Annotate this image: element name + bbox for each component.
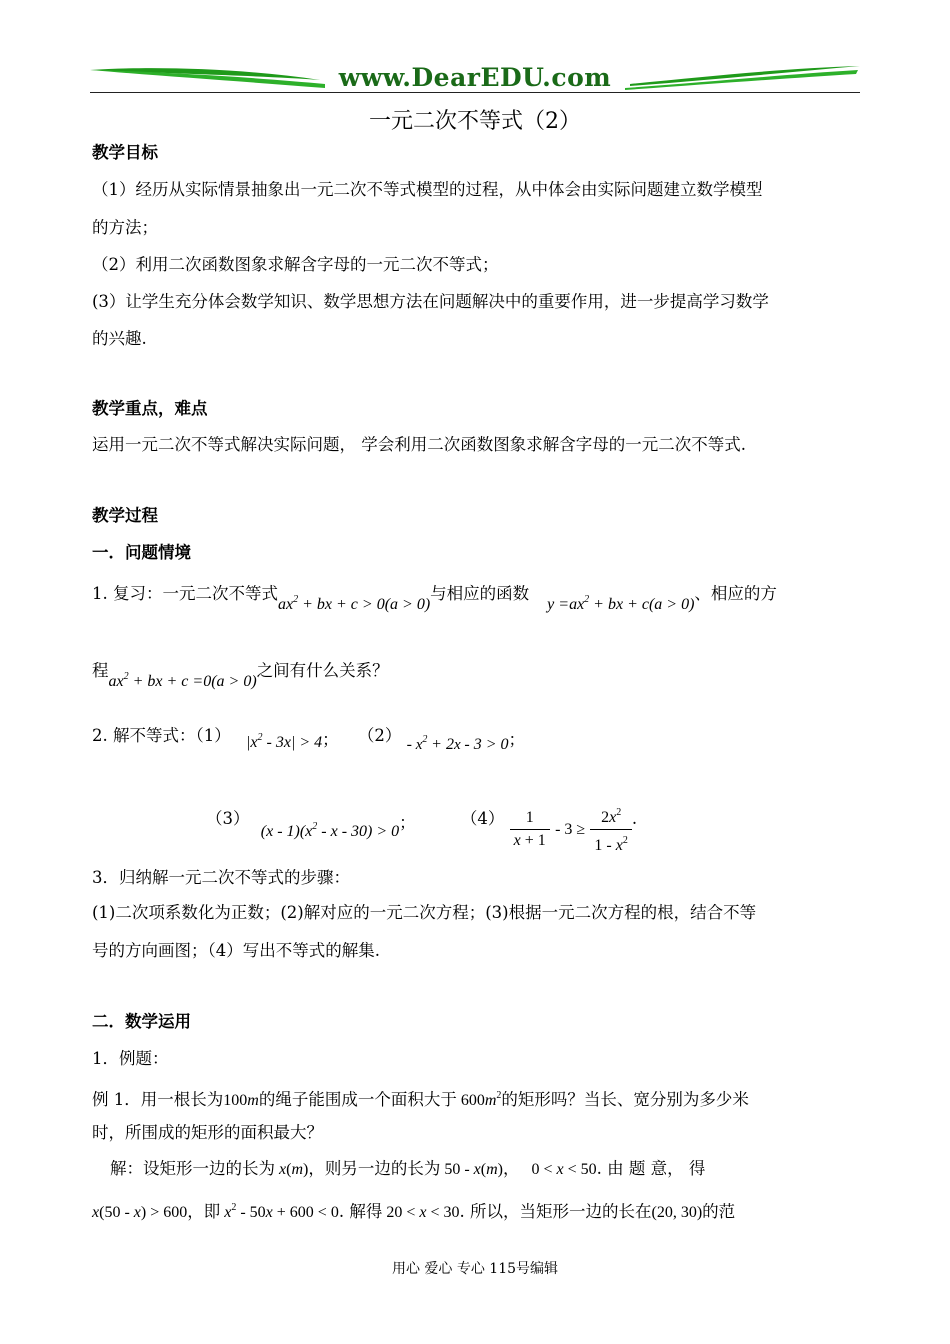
formula-side-x: x(m) — [279, 1161, 309, 1178]
formula-function: $y =ax^2$ + bx + c(a > 0) — [547, 594, 695, 613]
formula-area-inequality: x(50 - x) > 600 — [92, 1204, 188, 1221]
solution-text-b3: . 所以，当矩形一边的长在 — [459, 1202, 652, 1221]
solve-label-4: （4） — [460, 809, 505, 828]
solution-text-a3: ， — [502, 1159, 520, 1178]
steps-heading: 3．归纳解一元二次不等式的步骤： — [92, 868, 350, 887]
keypoints-text: 运用一元二次不等式解决实际问题， 学会利用二次函数图象求解含字母的一元二次不等式. — [92, 435, 746, 454]
formula-inequality: $ax^2$ + bx + c > 0(a > 0) — [278, 594, 431, 613]
solve-label-2: （2） — [357, 726, 402, 745]
site-logo-text[interactable]: www.DearEDU.com — [338, 63, 612, 92]
solution-text-a2: ，则另一边的长为 — [308, 1159, 441, 1178]
solution-text-b2: . 解得 — [338, 1202, 383, 1221]
solve-line-2: （3） $(x - 1)(x^2 - x - 30) > 0$； （4） $\frac{1}{x + 1}$ - 3 ≥ $\frac{2x^2}{1 - x^2}$ . — [206, 792, 637, 847]
objective-3b: 的兴趣. — [92, 329, 147, 348]
steps-text-b: 号的方向画图；（4）写出不等式的解集. — [92, 941, 380, 960]
formula-equation: $ax^2$ + bx + c =0(a > 0) — [108, 671, 257, 690]
formula-side-other: 50 - x(m) — [444, 1161, 503, 1178]
example-1-line-a — [92, 1084, 749, 1113]
objective-2: （2）利用二次函数图象求解含字母的一元二次不等式； — [92, 255, 499, 274]
formula-cubic: $(x - 1)(x^2 - x - 30) > 0$ — [260, 821, 400, 840]
solve-label-3: （3） — [206, 809, 250, 828]
review-text-c: 、相应的方 — [694, 584, 777, 603]
formula-fraction-1: $\frac{1}{x + 1}$ — [510, 807, 550, 852]
objective-1a: （1）经历从实际情景抽象出一元二次不等式模型的过程，从中体会由实际问题建立数学模型 — [92, 180, 763, 199]
review-text-e: 之间有什么关系？ — [256, 661, 389, 680]
formula-quadratic-2: - $x^2 + 2x - 3 > 0$ — [406, 734, 509, 753]
objectives-heading: 教学目标 — [92, 143, 158, 162]
solution-text-b4: 的范 — [702, 1202, 736, 1221]
formula-solution-range: 20 < x < 30 — [386, 1204, 460, 1221]
solve-line-1: 2. 解不等式：（1） $|x^2 - 3x| > 4$； $(2) - x^2 + 2x - 3 > 0$； — [92, 726, 525, 753]
solve-label: 2. 解不等式：（1） — [92, 726, 231, 745]
page-title: 一元二次不等式（2） — [369, 109, 581, 134]
formula-fraction-2: $\frac{2x^2}{1 - x^2}$ — [590, 802, 631, 857]
formula-domain: 0 < x < 50 — [531, 1161, 597, 1178]
process-heading: 教学过程 — [92, 506, 158, 525]
solution-text-b1: ，即 — [187, 1202, 221, 1221]
objective-3a: (3）让学生充分体会数学知识、数学思想方法在问题解决中的重要作用，进一步提高学习数学 — [92, 292, 769, 311]
keypoints-heading: 教学重点，难点 — [92, 399, 208, 418]
header-divider — [90, 92, 860, 93]
formula-area: $600m^2$ — [460, 1090, 502, 1109]
solution-text-a1: 解：设矩形一边的长为 — [110, 1159, 275, 1178]
example-1-line-b: 时，所围成的矩形的面积最大？ — [92, 1123, 323, 1142]
example-1-text-a2: 的绳子能围成一个面积大于 — [258, 1090, 457, 1109]
solution-line-b — [92, 1196, 735, 1225]
review-text-d: 程 — [92, 661, 109, 680]
solution-line-a — [110, 1157, 705, 1182]
solution-text-a4: . 由 题 意， 得 — [596, 1159, 706, 1178]
review-text-a: 1. 复习：一元二次不等式 — [92, 584, 278, 603]
section-2-heading: 二．数学运用 — [92, 1012, 191, 1031]
formula-interval: (20, 30) — [651, 1204, 703, 1221]
formula-abs-inequality: $|x^2 - 3x| > 4$ — [246, 732, 323, 751]
objective-1b: 的方法； — [92, 218, 158, 237]
formula-reduced: $x^2 - 50x + 600 < 0$ — [224, 1202, 339, 1221]
review-text-b: 与相应的函数 — [430, 584, 530, 603]
steps-text-a: (1)二次项系数化为正数；(2)解对应的一元二次方程；(3)根据一元二次方程的根，结合不等 — [92, 903, 757, 922]
page-footer: 用心 爱心 专心 115号编辑 — [391, 1261, 559, 1277]
example-label: 1．例题： — [92, 1049, 169, 1068]
header-banner — [90, 62, 860, 96]
section-1-heading: 一．问题情境 — [92, 543, 191, 562]
example-1-text-a1: 例 1．用一根长为 — [92, 1090, 224, 1109]
review-line-1 — [92, 578, 777, 613]
formula-length: 100m — [223, 1092, 259, 1109]
review-line-2 — [92, 655, 389, 690]
example-1-text-a3: 的矩形吗？当长、宽分别为多少米 — [501, 1090, 749, 1109]
